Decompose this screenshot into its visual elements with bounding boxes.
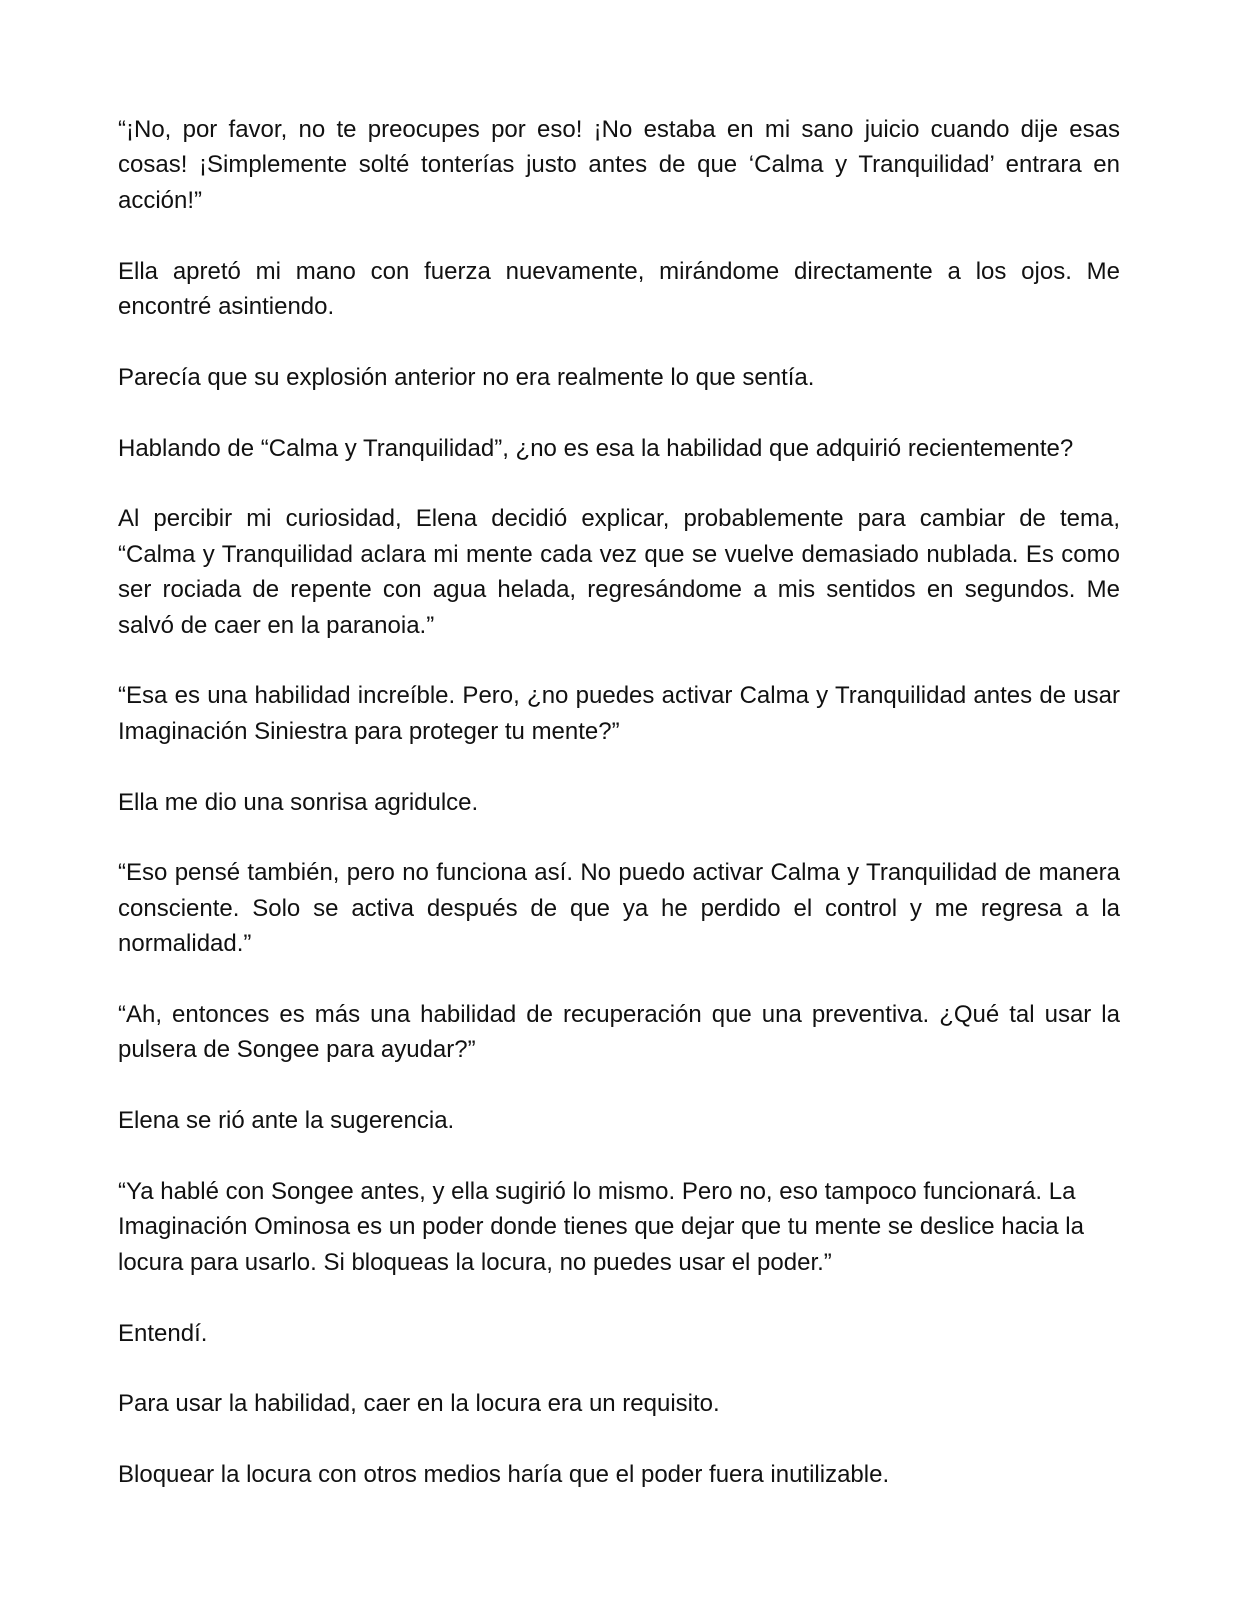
- paragraph: Ella apretó mi mano con fuerza nuevamente, mirándome directamente a los ojos. Me encontré asintiendo.: [118, 257, 1120, 321]
- paragraph: Para usar la habilidad, caer en la locura era un requisito.: [118, 1390, 720, 1418]
- paragraph: Elena se rió ante la sugerencia.: [118, 1107, 455, 1135]
- paragraph: Entendí.: [118, 1319, 208, 1347]
- paragraph: “Ya hablé con Songee antes, y ella sugirió lo mismo. Pero no, eso tampoco funcionará. La Imaginación Ominosa es un poder donde tienes que dejar que tu mente se deslice hacia la locura para usarlo. Si bloqueas la locura, no puedes usar el poder.”: [118, 1178, 1084, 1276]
- paragraph: Ella me dio una sonrisa agridulce.: [118, 788, 479, 816]
- paragraph: Al percibir mi curiosidad, Elena decidió explicar, probablemente para cambiar de tema, “Calma y Tranquilidad aclara mi mente cada vez que se vuelve demasiado nublada. Es como ser rociada de repente con agua helada, regresándome a mis sentidos en segundos. Me salvó de caer en la paranoia.”: [118, 505, 1120, 639]
- paragraph: “¡No, por favor, no te preocupes por eso! ¡No estaba en mi sano juicio cuando dije esas cosas! ¡Simplemente solté tonterías justo antes de que ‘Calma y Tranquilidad’ entrara en acción!”: [118, 116, 1120, 214]
- paragraph: “Esa es una habilidad increíble. Pero, ¿no puedes activar Calma y Tranquilidad antes de usar Imaginación Siniestra para proteger tu mente?”: [118, 682, 1120, 745]
- paragraph: Hablando de “Calma y Tranquilidad”, ¿no es esa la habilidad que adquirió recientemente?: [118, 434, 1074, 462]
- paragraph: “Eso pensé también, pero no funciona así. No puedo activar Calma y Tranquilidad de manera consciente. Solo se activa después de que ya he perdido el control y me regresa a la normalidad.”: [118, 859, 1120, 958]
- paragraph: “Ah, entonces es más una habilidad de recuperación que una preventiva. ¿Qué tal usar la pulsera de Songee para ayudar?”: [118, 1001, 1120, 1064]
- document-page: [118, 112, 1120, 1493]
- paragraph: Parecía que su explosión anterior no era realmente lo que sentía.: [118, 363, 815, 391]
- paragraph: Bloquear la locura con otros medios haría que el poder fuera inutilizable.: [118, 1461, 890, 1489]
